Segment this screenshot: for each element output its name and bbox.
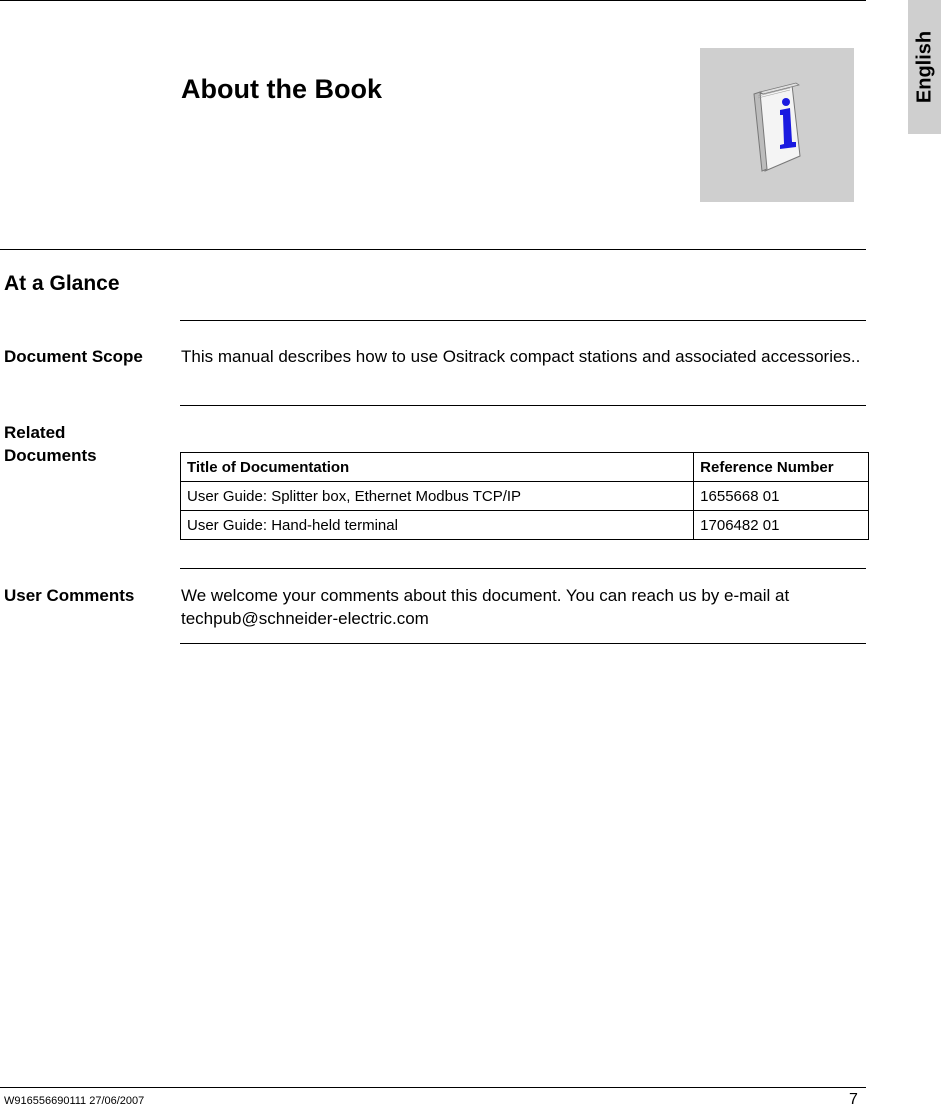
footer-rule xyxy=(0,1087,866,1088)
related-top-rule xyxy=(180,405,866,406)
scope-top-rule xyxy=(180,320,866,321)
info-book-panel xyxy=(700,48,854,202)
top-rule xyxy=(0,0,866,1)
header-reference: Reference Number xyxy=(694,453,869,482)
info-book-icon xyxy=(700,48,854,202)
table-row xyxy=(181,511,869,540)
chapter-title: About the Book xyxy=(181,74,382,104)
related-documents-table xyxy=(180,452,869,540)
doc-title: User Guide: Splitter box, Ethernet Modbus TCP/IP xyxy=(181,482,694,511)
language-tab-label: English xyxy=(913,30,935,104)
related-documents-label: Related Documents xyxy=(4,423,97,465)
document-scope-label: Document Scope xyxy=(4,347,143,366)
doc-reference: 1706482 01 xyxy=(694,511,869,540)
user-comments-label: User Comments xyxy=(4,586,135,605)
table-header-row xyxy=(181,453,869,482)
doc-reference: 1655668 01 xyxy=(694,482,869,511)
table-row xyxy=(181,482,869,511)
page-number: 7 xyxy=(849,1091,858,1108)
comments-top-rule xyxy=(180,568,866,569)
user-comments-text: We welcome your comments about this document. You can reach us by e-mail at techpub@schneider-electric.com xyxy=(181,586,790,628)
doc-title: User Guide: Hand-held terminal xyxy=(181,511,694,540)
header-title: Title of Documentation xyxy=(181,453,694,482)
document-scope-text: This manual describes how to use Ositrack compact stations and associated accessories.. xyxy=(181,347,861,366)
language-tab xyxy=(908,0,941,134)
comments-bottom-rule xyxy=(180,643,866,644)
footer-doc-reference: W916556690111 27/06/2007 xyxy=(4,1095,145,1107)
chapter-rule xyxy=(0,249,866,250)
section-title: At a Glance xyxy=(4,272,120,295)
